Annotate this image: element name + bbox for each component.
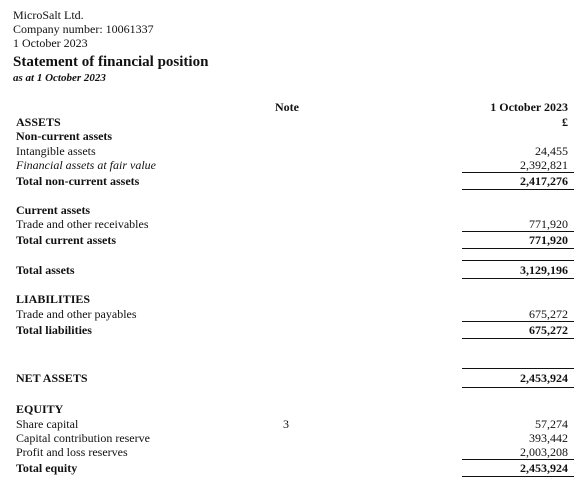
report-date: 1 October 2023 — [13, 36, 88, 50]
total-assets-bottom-rule — [462, 278, 574, 279]
note-column-header: Note — [275, 100, 299, 114]
profit-loss-reserves-label: Profit and loss reserves — [16, 445, 128, 459]
subtotal-rule — [462, 231, 574, 232]
equity-heading: EQUITY — [16, 402, 64, 416]
date-column-header: 1 October 2023 — [490, 100, 568, 114]
payables-label: Trade and other payables — [16, 307, 137, 321]
total-non-current-assets-value: 2,417,276 — [520, 174, 568, 188]
current-assets-heading: Current assets — [16, 203, 91, 217]
receivables-value: 771,920 — [529, 217, 568, 231]
total-equity-value: 2,453,924 — [520, 461, 568, 475]
profit-loss-reserves-value: 2,003,208 — [520, 445, 568, 459]
total-current-assets-value: 771,920 — [529, 233, 568, 247]
statement-title: Statement of financial position — [13, 54, 209, 70]
total-assets-label: Total assets — [16, 263, 75, 277]
share-capital-label: Share capital — [16, 417, 79, 431]
statement-subtitle: as at 1 October 2023 — [13, 72, 106, 84]
receivables-label: Trade and other receivables — [16, 217, 149, 231]
total-rule — [462, 189, 574, 190]
total-non-current-assets-label: Total non-current assets — [16, 174, 140, 188]
share-capital-note: 3 — [283, 417, 289, 431]
net-assets-top-rule — [462, 368, 574, 369]
net-assets-label: NET ASSETS — [16, 371, 88, 385]
subtotal-rule — [462, 172, 574, 173]
total-rule — [462, 248, 574, 249]
total-equity-label: Total equity — [16, 461, 78, 475]
company-name: MicroSalt Ltd. — [13, 8, 84, 22]
total-liabilities-value: 675,272 — [529, 323, 568, 337]
subtotal-rule — [462, 459, 574, 460]
financial-assets-value: 2,392,821 — [520, 158, 568, 172]
subtotal-rule — [462, 321, 574, 322]
total-rule — [462, 476, 574, 477]
financial-assets-label: Financial assets at fair value — [16, 158, 156, 172]
capital-contribution-value: 393,442 — [529, 431, 568, 445]
currency-header: £ — [562, 115, 568, 129]
company-number: Company number: 10061337 — [13, 22, 154, 36]
total-assets-value: 3,129,196 — [520, 263, 568, 277]
total-liabilities-label: Total liabilities — [16, 323, 92, 337]
non-current-assets-heading: Non-current assets — [16, 129, 113, 143]
total-current-assets-label: Total current assets — [16, 233, 116, 247]
payables-value: 675,272 — [529, 307, 568, 321]
assets-heading: ASSETS — [16, 115, 61, 129]
intangible-assets-value: 24,455 — [535, 144, 568, 158]
capital-contribution-label: Capital contribution reserve — [16, 431, 150, 445]
liabilities-heading: LIABILITIES — [16, 292, 91, 306]
intangible-assets-label: Intangible assets — [16, 144, 96, 158]
net-assets-bottom-rule — [462, 387, 574, 388]
total-assets-top-rule — [462, 260, 574, 261]
net-assets-value: 2,453,924 — [520, 371, 568, 385]
total-rule — [462, 338, 574, 339]
share-capital-value: 57,274 — [535, 417, 568, 431]
